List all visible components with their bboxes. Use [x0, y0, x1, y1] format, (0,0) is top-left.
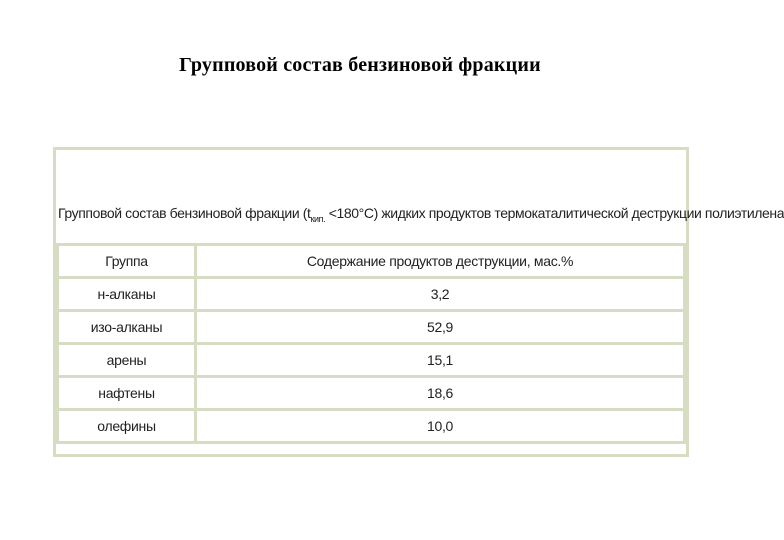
cell-group: нафтены: [58, 377, 196, 410]
cell-value: 52,9: [196, 311, 685, 344]
table-row: [58, 410, 685, 443]
cell-value: 10,0: [196, 410, 685, 443]
caption-text-before: Групповой состав бензиновой фракции (t: [58, 205, 311, 221]
slide-title: Групповой состав бензиновой фракции: [179, 54, 541, 76]
caption-text-after: <180°C) жидких продуктов термокаталитической деструкции полиэтилена: [325, 205, 784, 221]
cell-value: 18,6: [196, 377, 685, 410]
cell-value: 15,1: [196, 344, 685, 377]
cell-group: арены: [58, 344, 196, 377]
cell-group: олефины: [58, 410, 196, 443]
cell-group: н-алканы: [58, 278, 196, 311]
header-content: Содержание продуктов деструкции, мас.%: [196, 245, 685, 278]
caption-subscript: кип.: [310, 214, 326, 224]
table-header-row: [58, 245, 685, 278]
cell-value: 3,2: [196, 278, 685, 311]
table-caption: [56, 205, 784, 224]
cell-group: изо-алканы: [58, 311, 196, 344]
table-row: [58, 278, 685, 311]
table-row: [58, 344, 685, 377]
table-row: [58, 377, 685, 410]
header-group: Группа: [58, 245, 196, 278]
table-frame: [53, 147, 784, 457]
table-row: [58, 311, 685, 344]
composition-table: [56, 243, 686, 444]
